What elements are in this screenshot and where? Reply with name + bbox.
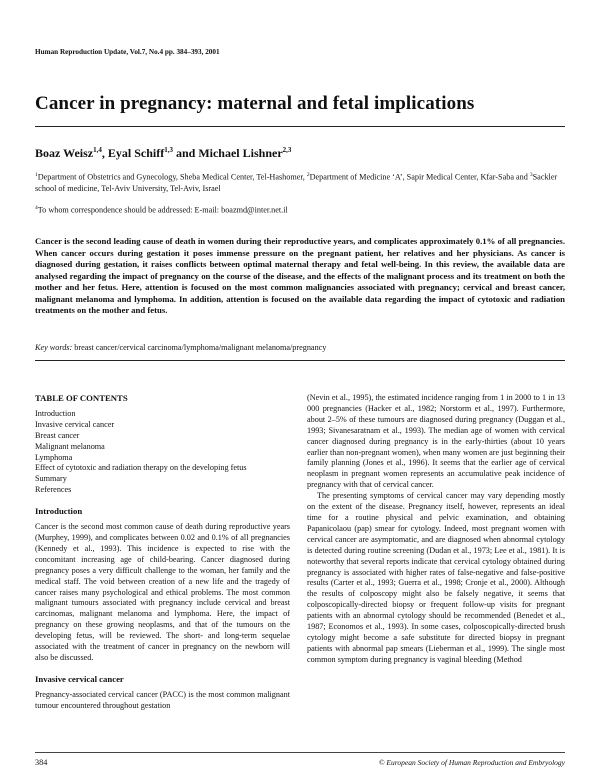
correspondence-text: To whom correspondence should be addressed: E-mail: boazmd@inter.net.il bbox=[37, 205, 288, 215]
author-name: Boaz Weisz bbox=[35, 146, 94, 160]
author-affiliation-mark: 1,4 bbox=[93, 146, 102, 154]
left-column bbox=[35, 393, 290, 712]
correspondence-mark: 4 bbox=[35, 205, 38, 211]
affiliation-mark: 2 bbox=[306, 172, 310, 178]
author-separator: and bbox=[172, 146, 199, 160]
toc-item: Breast cancer bbox=[35, 430, 80, 440]
author-affiliation-mark: 2,3 bbox=[282, 146, 292, 154]
keywords bbox=[35, 343, 565, 352]
toc-item: Effect of cytotoxic and radiation therapy on the developing fetus bbox=[35, 463, 247, 473]
page-number: 384 bbox=[35, 758, 48, 767]
author-list bbox=[35, 146, 291, 161]
affiliation-mark: 1 bbox=[35, 172, 38, 178]
author-name: Michael Lishner bbox=[198, 146, 283, 160]
correspondence bbox=[35, 205, 288, 215]
keywords-text: breast cancer/cervical carcinoma/lymphoma/malignant melanoma/pregnancy bbox=[72, 343, 327, 352]
paper-title: Cancer in pregnancy: maternal and fetal implications bbox=[35, 93, 475, 114]
section-heading-cervical: Invasive cervical cancer bbox=[35, 673, 124, 684]
right-column bbox=[307, 393, 565, 666]
body-paragraph: (Nevin et al., 1995), the estimated incidence ranging from 1 in 2000 to 1 in 13 000 pregnancies (Hacker et al., 1982; Norstorm et al., 1997). Furthermore, about 2–5% of these tumours are diagnosed during pregnancy (Duggan et al., 1993; Sivanesaratnam et al., 1993). The median age of women with cervical cancer diagnosed during pregnancy is in the early-thirties (about 10 years earlier than non-pregnant women), when many women are just beginning their family planning (Jones et al., 1996). It seems that the earlier age of cervical neoplasm in pregnant women represents an accumulative peak incidence of pregnancy with that of cervical cancer. bbox=[307, 393, 565, 490]
toc-item: References bbox=[35, 485, 72, 495]
intro-paragraph: Cancer is the second most common cause of death during reproductive years (Murphey, 1999), and complicates between 0.02 and 0.1% of all pregnancies (Kennedy et al., 1993). This incidence is expected to rise with the concomitant increasing age of child-bearing. Cancer diagnosed during pregnancy poses a very difficult challenge to the woman, her family and the medical staff. The void between creation of a new life and the tragedy of cancer raises many psychological and ethical problems. The most common malignant tumours associated with pregnancy include cervical and breast carcinomas, malignant melanoma and lymphoma. Here, the impact of pregnancy on these growing neoplasms, and that of the tumours on the developing fetus, will be reviewed. The short- and long-term sequelae associated with the treatment of cancer in pregnancy on the newborn will also be discussed. bbox=[35, 522, 290, 662]
author-separator: , bbox=[101, 146, 108, 160]
toc-item: Lymphoma bbox=[35, 452, 73, 462]
abstract-divider bbox=[35, 360, 565, 361]
toc-item: Malignant melanoma bbox=[35, 441, 105, 451]
footer-divider bbox=[35, 752, 565, 753]
affiliation-text: Department of Medicine ‘A’, Sapir Medical Center, Kfar-Saba and bbox=[309, 172, 530, 182]
journal-citation: Human Reproduction Update, Vol.7, No.4 pp. 384–393, 2001 bbox=[35, 48, 220, 56]
affiliation-text: Sackler school of medicine, Tel-Aviv University, Tel-Aviv, Israel bbox=[35, 172, 558, 194]
toc-item: Summary bbox=[35, 474, 67, 484]
affiliations bbox=[35, 170, 565, 195]
toc-item: Invasive cervical cancer bbox=[35, 419, 115, 429]
affiliation-text: Department of Obstetrics and Gynecology, Sheba Medical Center, Tel-Hashomer, bbox=[37, 172, 307, 182]
author-name: Eyal Schiff bbox=[107, 146, 165, 160]
copyright-notice: © European Society of Human Reproduction and Embryology bbox=[378, 758, 565, 767]
toc-heading: TABLE OF CONTENTS bbox=[35, 393, 128, 403]
title-divider bbox=[35, 126, 565, 127]
affiliation-mark: 3 bbox=[529, 172, 533, 178]
author-affiliation-mark: 1,3 bbox=[164, 146, 173, 154]
cervical-paragraph: Pregnancy-associated cervical cancer (PACC) is the most common malignant tumour encountered throughout gestation bbox=[35, 689, 290, 710]
keywords-label: Key words: bbox=[35, 343, 73, 352]
toc-item: Introduction bbox=[35, 408, 76, 418]
abstract: Cancer is the second leading cause of death in women during their reproductive years, and complicates approximately 0.1% of all pregnancies. When cancer occurs during gestation it poses immense pressure on the pregnant patient, her relatives and her physicians. As cancer is diagnosed during gestation, it raises conflicts between optimal maternal therapy and fetal well-being. In this review, the available data are analysed regarding the impact of pregnancy on the course of the disease, and the effects of the malignant process and its treatment on both the mother and her fetus. Here, attention is focused on the most common malignancies associated with pregnancy; cervical and breast cancer, malignant melanoma and lymphoma. In addition, attention is focused on the available data regarding the impact of cytotoxic and radiation treatments on the mother and fetus. bbox=[35, 236, 565, 315]
body-paragraph: The presenting symptoms of cervical cancer may vary depending mostly on the extent of the disease. Pregnancy itself, however, represents an ideal time for a routine physical and pelvic examination, and obtaining Papanicolaou (pap) smear for cytology. Indeed, most pregnant women with cervical cancer are asymptomatic, and are diagnosed when abnormal cytology is detected during routine screening (Dudan et al., 1973; Lee et al., 1981). It is noteworthy that several reports indicate that cervical cytology obtained during pregnancy is associated with higher rates of false-negative and false-positive results (Carter et al., 1993; Guerra et al., 1998; Cronje et al., 2000). Although the results of colposcopy might also be falsely negative, it seems that colposcopically-directed biopsy or frequent follow-up visits for pregnant patients with an abnormal cytology should be recommended (Benedet et al., 1987; Economos et al., 1993). In some cases, colposcopically-directed brush cytology might become a safe substitute for directed biopsy in pregnant patients with abnormal pap smears (Lieberman et al., 1999). The single most common symptom during pregnancy is vaginal bleeding (Method bbox=[307, 491, 565, 664]
section-heading-introduction: Introduction bbox=[35, 506, 83, 517]
